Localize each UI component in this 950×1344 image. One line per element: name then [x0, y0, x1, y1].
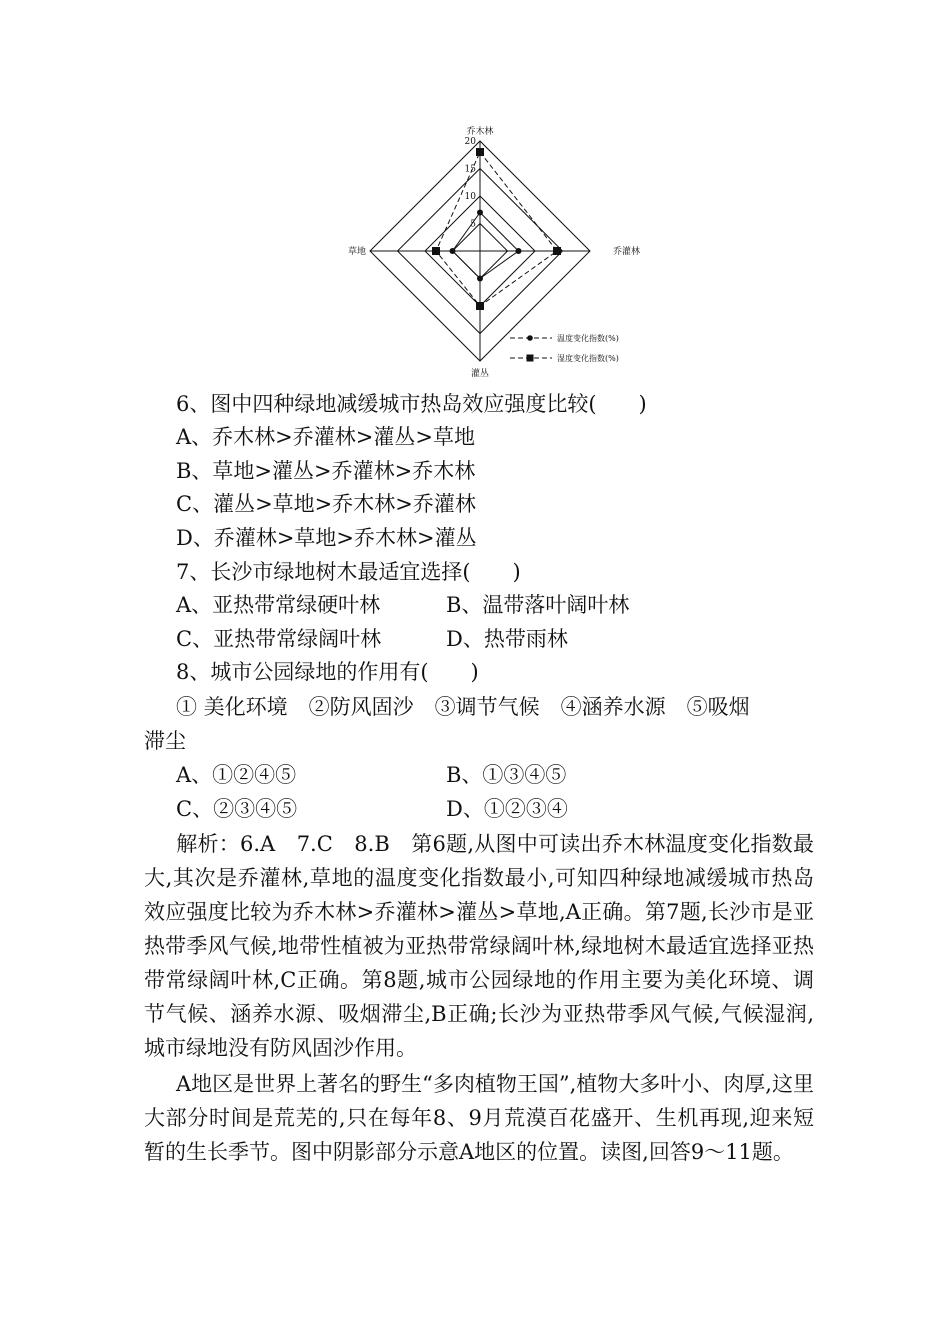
q8-items-line1: ① 美化环境 ②防风固沙 ③调节气候 ④涵养水源 ⑤吸烟 [176, 695, 750, 719]
series-1-point-3 [432, 247, 440, 255]
q8-stem: 8、城市公园绿地的作用有( ) [176, 660, 479, 684]
series-1-point-0 [476, 148, 484, 156]
scale-tick-15: 15 [464, 164, 476, 175]
q8-option-c: C、②③④⑤ [176, 797, 298, 821]
analysis-paragraph [144, 827, 814, 1065]
analysis-text: 解析：6.A 7.C 8.B 第6题,从图中可读出乔木林温度变化指数最大,其次是乔灌林,草地的温度变化指数最小,可知四种绿地减缓城市热岛效应强度比较为乔木林>乔灌林>灌丛>草地,A正确。第7题,长沙市是亚热带季风气候,地带性植被为亚热带常绿阔叶林,绿地树木最适宜选择亚热带常绿阔叶林,C正确。第8题,城市公园绿地的作用主要为美化环境、调节气候、涵养水源、吸烟滞尘,B正确;长沙为亚热带季风气候,气候湿润,城市绿地没有防风固沙作用。 [144, 832, 814, 1060]
q6-stem: 6、图中四种绿地减缓城市热岛效应强度比较( ) [176, 392, 647, 416]
legend-humid-marker [527, 355, 534, 362]
axis-label-bottom: 灌丛 [470, 369, 490, 379]
intro-paragraph [144, 1067, 814, 1169]
axis-label-left: 草地 [347, 247, 366, 257]
radar-series [432, 148, 561, 310]
q6-option-b: B、草地>灌丛>乔灌林>乔木林 [176, 459, 476, 483]
q8-option-b: B、①③④⑤ [446, 763, 567, 787]
series-0-point-3 [450, 248, 456, 254]
q8-options-row1 [176, 760, 950, 790]
legend-temp-label: 温度变化指数(%) [557, 334, 619, 343]
series-1-point-2 [476, 302, 484, 310]
q6-option-d: D、乔灌林>草地>乔木林>灌丛 [176, 526, 477, 550]
scale-tick-5: 5 [470, 219, 476, 230]
intro-text: A地区是世界上著名的野生“多肉植物王国”,植物大多叶小、肉厚,这里大部分时间是荒芜的,只在每年8、9月荒漠百花盛开、生机再现,迎来短暂的生长季节。图中阴影部分示意A地区的位置。读图,回答9～11题。 [144, 1072, 814, 1164]
q7-option-a: A、亚热带常绿硬叶林 [176, 593, 381, 617]
legend-temp-marker [527, 335, 533, 341]
scale-tick-10: 10 [464, 192, 476, 202]
scale-tick-20: 20 [464, 137, 476, 147]
q7-stem: 7、长沙市绿地树木最适宜选择( ) [176, 560, 521, 584]
q8-option-a: A、①②④⑤ [176, 763, 297, 787]
series-0-point-1 [516, 248, 522, 254]
legend-humid-label: 湿度变化指数(%) [557, 354, 619, 363]
q6-option-a: A、乔木林>乔灌林>灌丛>草地 [176, 425, 475, 449]
q8-items-line2: 滞尘 [144, 729, 186, 753]
radar-chart [330, 118, 660, 380]
legend [510, 333, 619, 363]
q7-option-b: B、温带落叶阔叶林 [446, 593, 630, 617]
series-1-point-1 [553, 247, 561, 255]
q6-option-c: C、灌丛>草地>乔木林>乔灌林 [176, 492, 476, 516]
axis-label-top: 乔木林 [466, 127, 494, 137]
q7-options-row2 [176, 624, 950, 654]
q7-option-c: C、亚热带常绿阔叶林 [176, 627, 382, 651]
series-0-outline [453, 213, 519, 279]
axis-label-right: 乔灌林 [613, 247, 641, 257]
series-0-point-0 [477, 210, 483, 216]
q7-option-d: D、热带雨林 [446, 627, 568, 651]
series-0-point-2 [477, 276, 483, 282]
q8-option-d: D、①②③④ [446, 797, 568, 821]
q7-options-row1 [176, 590, 950, 620]
q8-options-row2 [176, 794, 950, 824]
